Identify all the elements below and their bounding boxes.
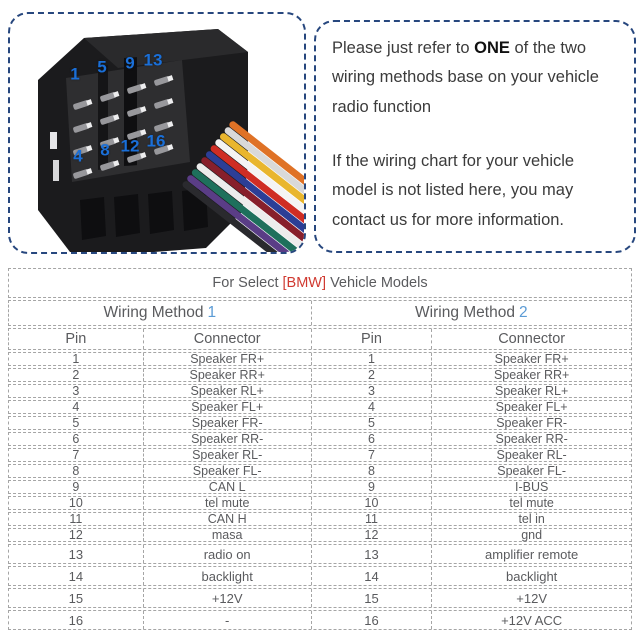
pin-number-label: 8 (100, 140, 110, 160)
connector-cell: Speaker FL- (143, 465, 311, 477)
reflection-mark (53, 160, 59, 181)
brand-highlight: [BMW] (282, 275, 327, 291)
table-row (8, 566, 632, 586)
pin-cell: 14 (68, 568, 84, 584)
pin-cell: 4 (311, 401, 432, 413)
connector-column-header: Connector (431, 329, 631, 349)
pin-number-label: 1 (70, 64, 80, 84)
pin-cell: 6 (72, 432, 80, 446)
connector-cell: Speaker RR+ (431, 369, 631, 381)
table-row (8, 496, 632, 510)
pin-column-header: Pin (311, 329, 432, 349)
connector-cell: Speaker RL+ (431, 385, 631, 397)
pin-cell: 16 (68, 612, 84, 628)
table-row (8, 352, 632, 366)
note-paragraph-2: If the wiring chart for your vehicle model is not listed here, you may contact us for more information. (332, 152, 575, 229)
method-2-number: 2 (518, 304, 528, 321)
table-title-row (8, 268, 632, 298)
connector-cell: Speaker RL- (431, 449, 631, 461)
pin-cell: 6 (311, 433, 432, 445)
connector-cell: +12V (143, 589, 311, 607)
pin-number-label: 13 (143, 50, 163, 70)
pin-cell: 11 (69, 512, 83, 526)
table-row (8, 384, 632, 398)
table-row (8, 400, 632, 414)
connector-cell: Speaker FL- (431, 465, 631, 477)
note-paragraph-1: Please just refer to ONE of the two wiring methods base on your vehicle radio function (332, 39, 599, 116)
pin-cell: 10 (311, 497, 432, 509)
connector-cell: CAN H (143, 513, 311, 525)
connector-cell: Speaker FR+ (431, 353, 631, 365)
connector-photo-panel (8, 12, 306, 254)
pin-cell: 7 (311, 449, 432, 461)
table-row (8, 528, 632, 542)
pin-cell: 1 (72, 352, 80, 366)
connector-cell: backlight (431, 567, 631, 585)
pin-cell: 8 (311, 465, 432, 477)
pin-cell: 3 (311, 385, 432, 397)
pin-cell: 4 (72, 400, 80, 414)
pin-cell: 5 (72, 416, 80, 430)
connector-cell: tel mute (143, 497, 311, 509)
pin-cell: 13 (311, 545, 432, 563)
method-2-header: Wiring Method 2 (311, 301, 631, 325)
pin-number-label: 12 (120, 136, 140, 156)
connector-column-header: Connector (143, 329, 311, 349)
pin-cell: 12 (68, 528, 83, 542)
table-row (8, 448, 632, 462)
pin-cell: 14 (311, 567, 432, 585)
pin-cell: 12 (311, 529, 432, 541)
table-rows (8, 352, 632, 630)
table-row (8, 464, 632, 478)
connector-cell: Speaker RL- (143, 449, 311, 461)
pin-cell: 15 (68, 590, 84, 606)
connector-cell: I-BUS (431, 481, 631, 493)
connector-cell: +12V (431, 589, 631, 607)
pin-column-header: Pin (65, 331, 87, 347)
method-1-number: 1 (207, 304, 217, 321)
wiring-table (8, 268, 632, 632)
connector-cell: Speaker RR+ (143, 369, 311, 381)
pin-cell: 2 (311, 369, 432, 381)
pin-cell: 9 (311, 481, 432, 493)
note-emphasis: ONE (474, 39, 510, 57)
connector-cell: amplifier remote (431, 545, 631, 563)
connector-cell: Speaker RR- (143, 433, 311, 445)
connector-cell: masa (143, 529, 311, 541)
pin-cell: 9 (72, 480, 80, 494)
connector-cell: radio on (143, 545, 311, 563)
pin-number-label: 4 (73, 146, 83, 166)
connector-cell: backlight (143, 567, 311, 585)
table-row (8, 432, 632, 446)
pin-cell: 16 (311, 611, 432, 629)
pin-cell: 7 (72, 448, 80, 462)
table-row (8, 588, 632, 608)
connector-cell: Speaker FL+ (431, 401, 631, 413)
pin-cell: 11 (311, 513, 432, 525)
table-row (8, 544, 632, 564)
connector-cell: Speaker FL+ (143, 401, 311, 413)
table-row (8, 480, 632, 494)
connector-cell: - (143, 611, 311, 629)
pin-number-label: 9 (125, 53, 135, 73)
connector-cell: Speaker FR- (431, 417, 631, 429)
instruction-note (314, 20, 636, 253)
pin-number-label: 5 (97, 57, 107, 77)
connector-cell: Speaker RL+ (143, 385, 311, 397)
pin-number-label: 16 (146, 131, 166, 151)
connector-cell: tel mute (431, 497, 631, 509)
pin-cell: 3 (72, 384, 80, 398)
pin-cell: 10 (68, 496, 83, 510)
table-title: For Select [BMW] Vehicle Models (212, 275, 428, 291)
table-row (8, 512, 632, 526)
connector-cell: +12V ACC (431, 611, 631, 629)
pin-cell: 1 (311, 353, 432, 365)
table-row (8, 416, 632, 430)
connector-cell: tel in (431, 513, 631, 525)
table-row (8, 610, 632, 630)
pin-cell: 2 (72, 368, 80, 382)
connector-cell: gnd (431, 529, 631, 541)
pin-cell: 15 (311, 589, 432, 607)
reflection-mark (50, 132, 57, 149)
column-header-row (8, 328, 632, 350)
pin-cell: 5 (311, 417, 432, 429)
table-row (8, 368, 632, 382)
connector-cell: CAN L (143, 481, 311, 493)
pin-cell: 8 (72, 464, 80, 478)
connector-cell: Speaker FR+ (143, 353, 311, 365)
connector-cell: Speaker FR- (143, 417, 311, 429)
pin-cell: 13 (68, 546, 84, 562)
method-1-header: Wiring Method 1 (103, 304, 217, 321)
method-header-row (8, 300, 632, 326)
connector-cell: Speaker RR- (431, 433, 631, 445)
